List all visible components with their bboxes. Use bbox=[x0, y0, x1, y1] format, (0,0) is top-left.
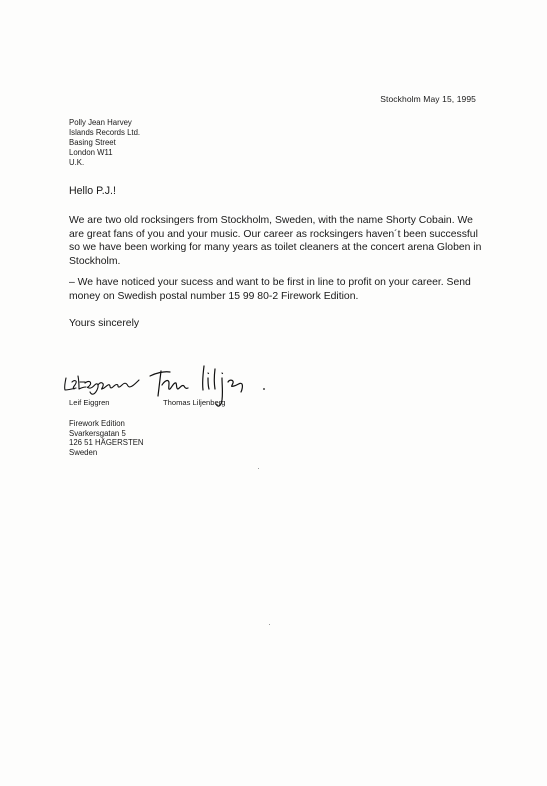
recipient-line: Polly Jean Harvey bbox=[69, 118, 132, 127]
signature-1 bbox=[65, 376, 139, 394]
recipient-line: U.K. bbox=[69, 158, 85, 168]
recipient-line: London W11 bbox=[69, 148, 113, 158]
signature-dot bbox=[263, 388, 265, 390]
signer-name-1: Leif Eiggren bbox=[69, 398, 110, 407]
date-line: Stockholm May 15, 1995 bbox=[380, 94, 476, 104]
sender-line: Sweden bbox=[69, 447, 98, 457]
sender-address bbox=[69, 419, 144, 457]
body-paragraph-2: – We have noticed your sucess and want to be first in line to profit on your career. Send money on Swedish postal number 15 99 80-2 Firework Edition. bbox=[69, 277, 471, 302]
recipient-address bbox=[69, 118, 140, 168]
recipient-line: Basing Street bbox=[69, 138, 116, 148]
body-paragraph-1: We are two old rocksingers from Stockholm, Sweden, with the name Shorty Cobain. We are great fans of you and your music. Our career as rocksingers haven´t been successful so we have been working for many years as toilet cleaners at the concert arena Globen in Stockholm. bbox=[69, 215, 482, 267]
closing: Yours sincerely bbox=[69, 318, 140, 329]
paper-speck bbox=[258, 468, 259, 469]
paper-speck bbox=[269, 624, 270, 625]
salutation: Hello P.J.! bbox=[69, 185, 116, 197]
sender-line: 126 51 HÄGERSTEN bbox=[69, 438, 144, 448]
sender-line: Svarkersgatan 5 bbox=[69, 428, 126, 438]
sender-line: Firework Edition bbox=[69, 419, 125, 428]
signer-name-2: Thomas Liljenberg bbox=[163, 398, 226, 407]
recipient-line: Islands Records Ltd. bbox=[69, 128, 141, 138]
